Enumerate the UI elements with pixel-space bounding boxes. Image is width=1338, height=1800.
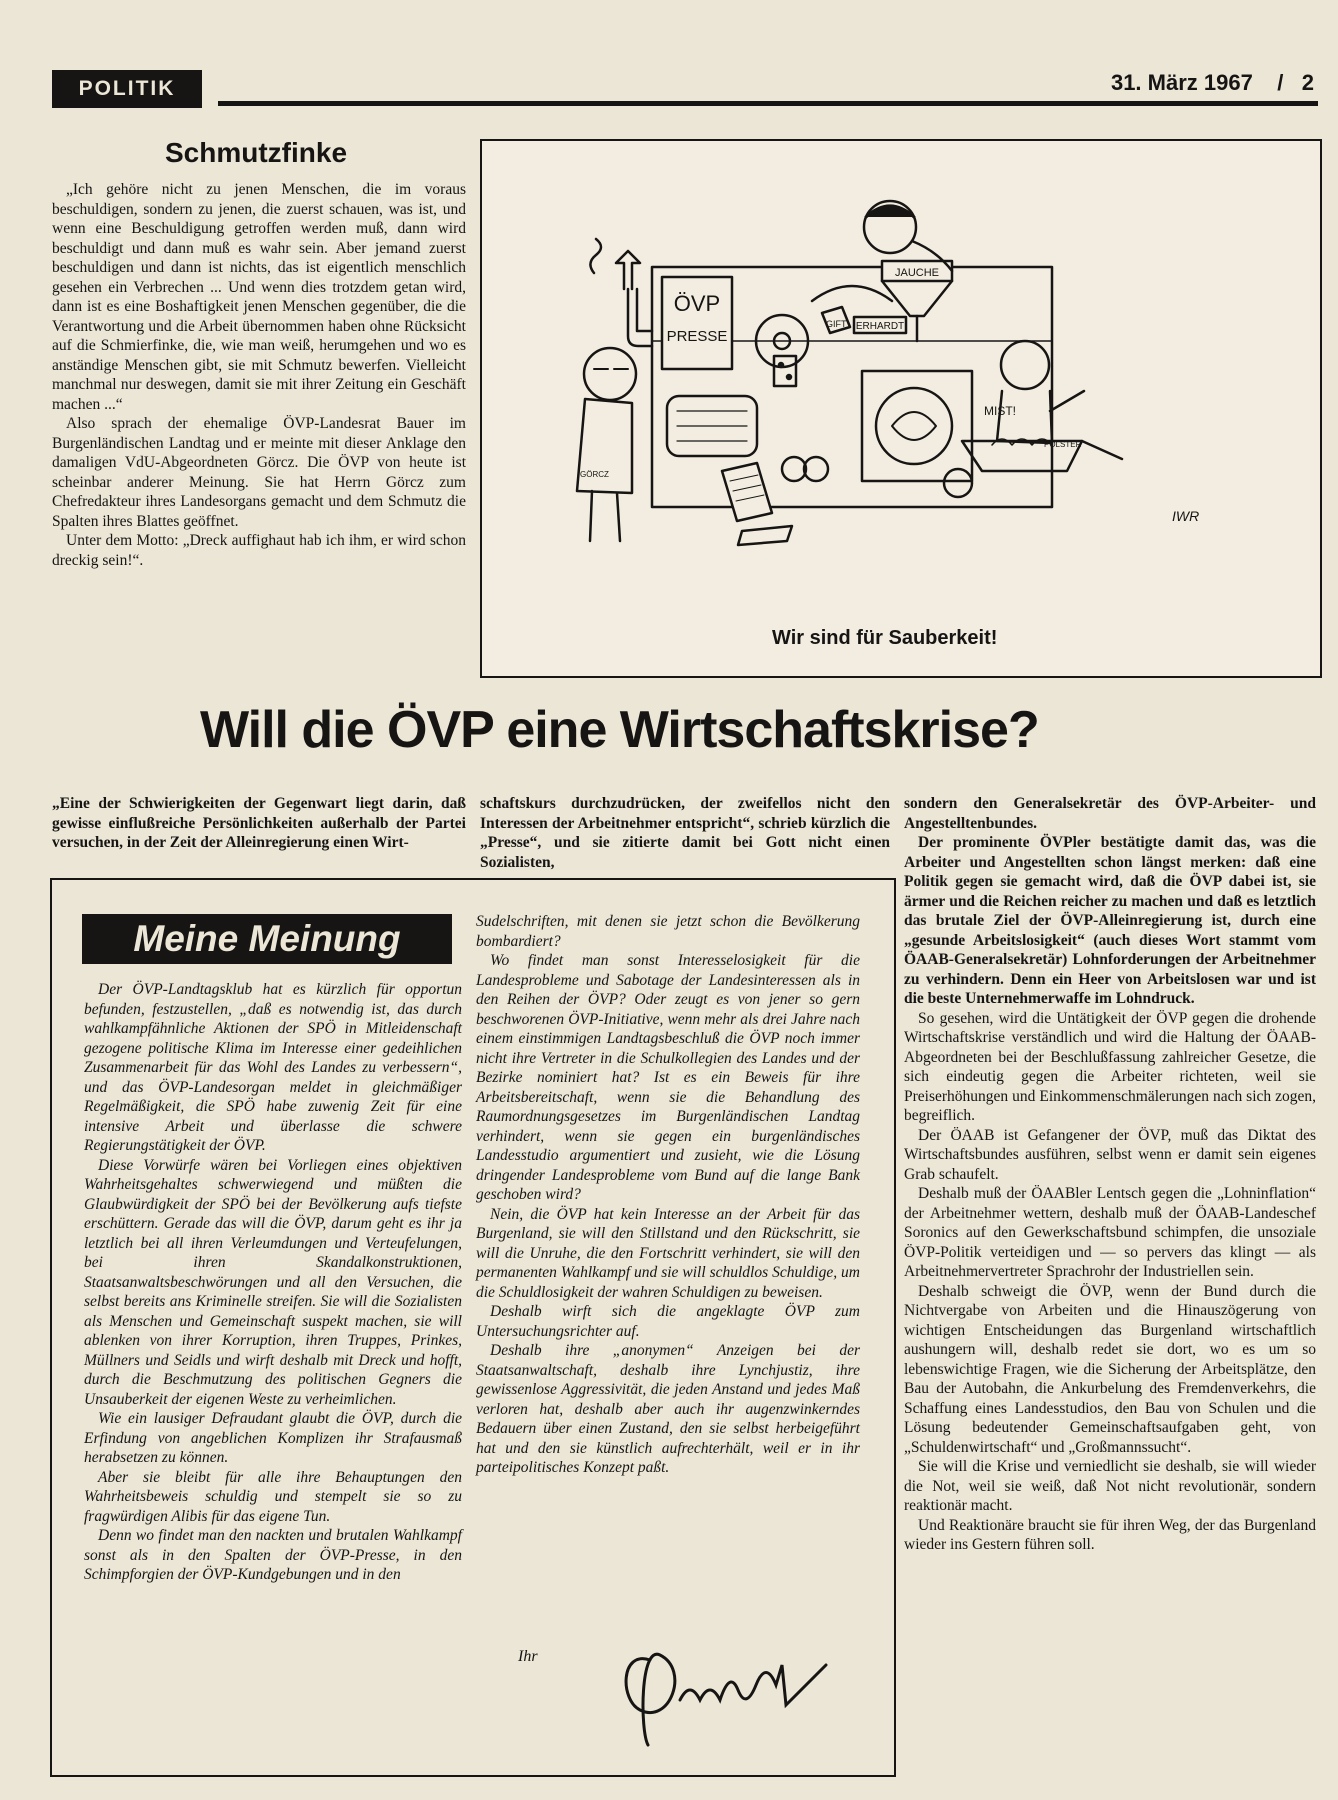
article-right-column [904,794,1316,1555]
man-goercz [584,348,636,400]
paragraph: Aber sie bleibt für alle ihre Behauptungen den Wahrheitsbeweis schuldig und stempelt sie so zu fragwürdigen Alibis für das eigene Tun. [84,1468,462,1525]
schmutzfinke-article [52,180,466,570]
paragraph: Sudelschriften, mit denen sie jetzt schon die Bevölkerung bombardiert? [476,913,860,950]
cartoon-label-jauche: JAUCHE [894,267,940,279]
paragraph: Sie will die Krise und verniedlicht sie deshalb, sie will wieder die Not, weil sie weiß, daß Not nicht revolutionär, sondern reaktionär macht. [904,1458,1316,1514]
separator: / [1277,70,1284,95]
paragraph: Deshalb schweigt die ÖVP, wenn der Bund durch die Nichtvergabe von Arbeiten und die Hinauszögerung von wichtigen Entscheidungen das Burgenland wirtschaftlich aushungern will, deshalb redet sie dort, wo es um so lebenswichtige Fragen, wie die Sicherung der Arbeitsplätze, den Bau der Autobahn, die Ankurbelung des Fremdenverkehrs, die Schaffung eines Landesstudios, den Bau von Schulen und die Lösung bedeutender Gemeinschaftsaufgaben geht, von „Schuldenwirtschaft“ und „Großmannssucht“. [904,1282,1316,1456]
printed-sheet [722,463,772,521]
meinung-label: Meine Meinung [82,914,452,964]
paragraph: Diese Vorwürfe wären bei Vorliegen eines objektiven Wahrheitsgehaltes schwerwiegend und müßten die Glaubwürdigkeit der SPÖ bei der Bevölkerung aufs tiefste erschüttern. Gerade das will die ÖVP, darum geht es ihr ja letztlich bei all ihren Verleumdungen und Verteufelungen, bei ihren Skandalkonstruktionen, Staatsanwaltsbeschwörungen und all den Versuchen, die selbst bereits ans Kriminelle streifen. Sie will die Sozialisten als Menschen und Gemeinschaft suspekt machen, sie will ablenken von ihrer Korruption, ihren Truppes, Prinkes, Müllners und Seidls und wirft deshalb mit Dreck und hofft, durch die Beschmutzung des politischen Gegners die Unsauberkeit der eigenen Weste zu verheimlichen. [84,1156,462,1408]
cartoon-label-presse: PRESSE [666,328,728,345]
chimney-arrow [616,251,640,289]
cartoon-label-polster: POLSTER [1044,440,1082,449]
wheelbarrow-wheel [944,469,972,497]
paragraph: Denn wo findet man den nackten und brutalen Wahlkampf sonst als in den Spalten der ÖVP-Presse, in den Schimpforgien der ÖVP-Kundgebungen und in den [84,1527,462,1583]
dice-box [774,356,796,386]
paragraph: Der prominente ÖVPler bestätigte damit das, was die Arbeiter und Angestellten schon längst merken: daß eine Politik gegen sie gemacht wird, daß die ÖVP dabei ist, sie ärmer und die Reichen reicher zu machen und daß es letztlich das brutale Ziel der ÖVP-Alleinregierung ist, durch eine „gesunde Arbeitslosigkeit“ (auch dieses Wort stammt vom ÖAAB-Generalsekretär) Lohnforderungen der Arbeitnehmer zu verhindern. Denn ein Heer von Arbeitslosen war und ist die beste Unternehmerwaffe im Lohndruck. [904,834,1316,1007]
wheel [804,457,828,481]
paragraph: Deshalb ihre „anonymen“ Anzeigen bei der Staatsanwaltschaft, deshalb ihre Lynchjustiz, ihre gewissenlose Aggressivität, die jeden Anstand und jedes Maß verloren hat, deshalb aber auch ihr augenzwinkerndes Bedauern über einen Zustand, den sie selbst herbeigeführt hat und den sie künstlich aufrechterhält, weil er in ihr parteipolitisches Konzept paßt. [476,1342,860,1476]
paragraph: Nein, die ÖVP hat kein Interesse an der Arbeit für das Burgenland, sie will den Stillstand und den Rückschritt, sie will die Unruhe, die den Fortschritt verhindert, sie will den permanenten Wahlkampf und sie will schuldlos Schuldige, um die Schuldlosigkeit der wahren Schuldigen zu beweisen. [476,1205,860,1301]
main-headline: Will die ÖVP eine Wirtschaftskrise? [200,701,1039,759]
cartoon-label-mist: MIST! [984,404,1016,418]
issue-info [1111,70,1314,96]
smoke-icon [590,239,601,273]
funnel [882,281,952,316]
paragraph: „Ich gehöre nicht zu jenen Menschen, die im voraus beschuldigen, sondern zu jenen, die zuerst schauen, was ist, und wenn eine Beschuldigung getroffen werden muß, dann wird beschuldigt und dann muß es wahr sein. Aber jemand zuerst beschuldigen und dann ist nichts, das ist eigentlich menschlich gesehen ein Verbrechen ... Und wenn dies trotzdem getan wird, dann ist es eine Boshaftigkeit jenen Menschen gegenüber, die die Verantwortung und die Arbeit übernommen haben ohne Rücksicht auf die Schmierfinke, die, wie man weiß, herumgehen und wo es anständige Menschen gibt, sie mit Schmutz bewerfen. Vielleicht manchmal nur deswegen, damit sie mit ihrer Zeitung ein Geschäft machen ...“ [52,181,466,413]
paragraph: So gesehen, wird die Untätigkeit der ÖVP gegen die drohende Wirtschaftskrise verständlich und wird die Haltung der ÖAAB-Abgeordneten bei der Beschlußfassung zahlreicher Gesetze, die sich eindeutig gegen die Arbeiter richteten, weil sie Preiserhöhungen und Einkommenschmälerungen nach sich zogen, begreiflich. [904,1009,1316,1124]
paragraph: Der ÖAAB ist Gefangener der ÖVP, muß das Diktat des Wirtschaftsbundes ausführen, selbst wenn er damit sein eigenes Grab schaufelt. [904,1126,1316,1183]
issue-date: 31. März 1967 [1110,70,1253,95]
paragraph: sondern den Generalsekretär des ÖVP-Arbeiter- und Angestelltenbundes. [904,795,1316,832]
cartoon-label-erhardt: ERHARDT [855,321,905,332]
pipe-arc [812,286,892,301]
header-rule [218,101,1318,106]
mixer-drum [876,388,952,464]
intro-col-1 [52,794,466,853]
paper-pile [738,526,792,545]
pipe-2 [637,289,652,331]
cartoon-caption: Wir sind für Sauberkeit! [772,627,998,649]
cartoon-label-oevp: ÖVP [673,291,721,316]
artist-signature: IWR [1172,508,1200,524]
paragraph: Und Reaktionäre braucht sie für ihren Weg, der das Burgenland wieder ins Gestern führen soll. [904,1516,1316,1553]
meinung-column-1 [84,980,462,1585]
paragraph: Deshalb muß der ÖAABler Lentsch gegen die „Lohninflation“ der Arbeitnehmer wettern, deshalb muß der ÖAAB-Landeschef Soronics auf den Gewerkschaftsbund schimpfen, die unsoziale ÖVP-Politik verteidigen und — so pervers das klingt — als Arbeitnehmervertreter Sprachrohr der Industriellen sein. [904,1185,1316,1280]
intro-col-2 [480,794,890,872]
intro-paragraph-2: schaftskurs durchzudrücken, der zweifellos nicht den Interessen der Arbeitnehmer entspricht“, schrieb kürzlich die „Presse“, und sie zitierte damit bei Gott nicht einen Sozialisten, [480,795,890,871]
author-signature [610,1630,840,1750]
meinung-column-2 [476,912,860,1478]
page-number: 2 [1301,70,1314,95]
wheel [782,457,806,481]
closing-word: Ihr [518,1648,538,1665]
man-polster [1001,341,1049,389]
political-cartoon [480,139,1322,678]
shovel [1050,391,1084,411]
section-tag: POLITIK [52,70,202,108]
intro-paragraph-1: „Eine der Schwierigkeiten der Gegenwart liegt darin, daß gewisse einflußreiche Persönlichkeiten außerhalb der Partei versuchen, in der Zeit der Alleinregierung einen Wirt- [52,795,466,851]
paragraph: Unter dem Motto: „Dreck auffighaut hab ich ihm, er wird schon dreckig sein!“. [52,532,466,569]
schmutzfinke-title: Schmutzfinke [165,137,348,168]
paragraph: Wie ein lausiger Defraudant glaubt die ÖVP, durch die Erfindung von angeblichen Komplizen ihr Strafausmaß herabsetzen zu können. [84,1410,462,1466]
paragraph: Also sprach der ehemalige ÖVP-Landesrat Bauer im Burgenländischen Landtag und er meinte mit dieser Anklage den damaligen VdU-Abgeordneten Görcz. Die ÖVP von heute ist scheinbar anderer Meinung. Sie hat Herrn Görcz zum Chefredakteur ihres Landesorgans gemacht und dem Schmutz die Spalten ihres Blattes geöffnet. [52,415,466,530]
cartoon-label-gift: GIFT [826,319,847,329]
cartoon-label-goercz: GÖRCZ [580,470,609,479]
cartoon-drawing [482,141,1316,672]
paragraph: Deshalb wirft sich die angeklagte ÖVP zum Untersuchungsrichter auf. [476,1303,860,1340]
paragraph: Der ÖVP-Landtagsklub hat es kürzlich für opportun befunden, festzustellen, „daß es notwendig ist, das durch wahlkampfähnliche Aktionen der SPÖ in Mitleidenschaft gezogene politische Klima im Interesse einer gedeihlichen Zusammenarbeit für das Wohl des Landes zu verbessern“, und das ÖVP-Landesorgan meldet in gleichmäßiger Regelmäßigkeit, die SPÖ habe zuwenig Zeit für eine intensive Arbeit und überlasse die schwere Regierungstätigkeit der ÖVP. [84,981,462,1154]
pipe [628,289,652,346]
paragraph: Wo findet man sonst Interesselosigkeit für die Landesprobleme und Sabotage der Landesinteressen als in den Reihen der ÖVP? Oder zeugt es von jener so gern beschworenen ÖVP-Initiative, wenn mehr als drei Jahre nach einem einstimmigen Landtagsbeschluß die ÖVP noch immer nicht ihre Vertreter in die Schulkollegien des Landes und der Bezirke nominiert hat? Ist es ein Beweis für ihre Arbeitsbereitschaft, wenn sie die Behandlung des Raumordnungsgesetzes im Burgenländischen Landtag verhindert, wenn sie gegen ein burgenländisches Landesstudio argumentiert und zusieht, wie die Lösung dringender Landesprobleme vom Bund auf die lange Bank geschoben wird? [476,952,860,1203]
